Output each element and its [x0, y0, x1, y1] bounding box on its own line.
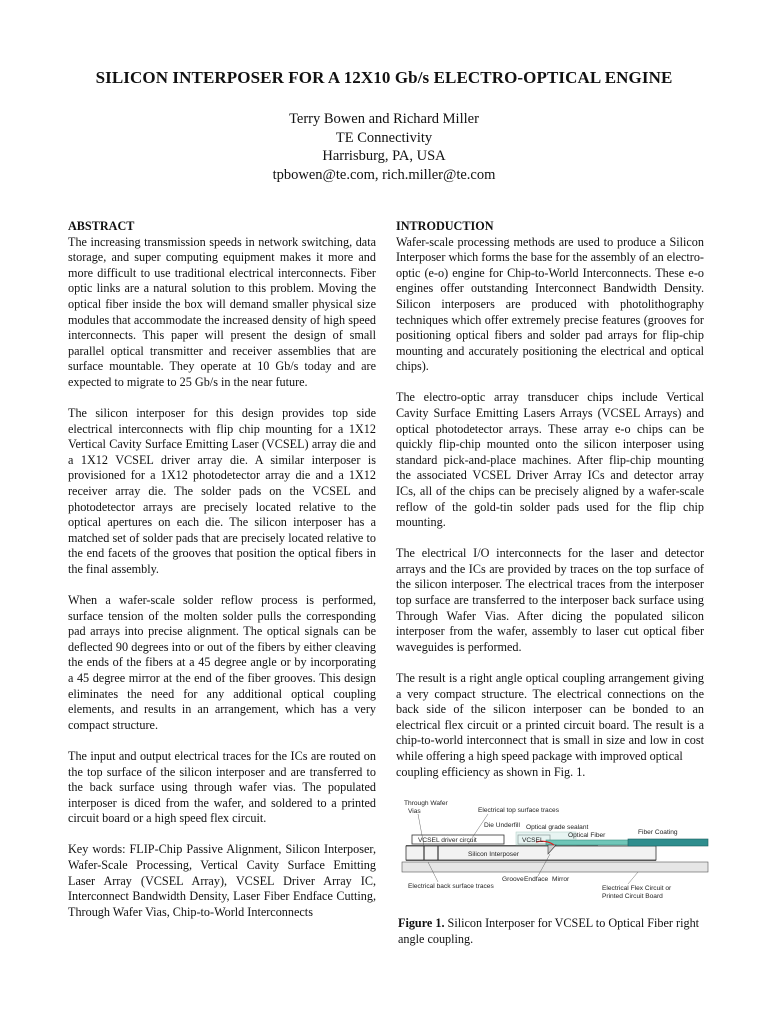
- left-column: [68, 219, 376, 936]
- label-driver-circuit: VCSEL driver circuit: [418, 837, 477, 844]
- abstract-heading: ABSTRACT: [68, 219, 135, 233]
- keywords-paragraph: Key words: FLIP-Chip Passive Alignment, Silicon Interposer, Wafer-Scale Processing, Vertical Cavity Surface Emitting Laser Array (VCSEL Array), VCSEL Driver Array IC, Interconnect Bandwidth Density, Laser Fiber Endface Cutting, Through Wafer Vias, Chip-to-World Interconnects: [68, 842, 376, 919]
- label-groove: Groove: [502, 876, 524, 883]
- intro-paragraph: The electrical I/O interconnects for the laser and detector arrays and the ICs are provided by traces on the top surface of the silicon interposer. The electrical traces from the interposer top surface are transferred to the interposer back surface using Through Wafer Vias. After dicing the populated silicon interposer from the wafer, assembly to laser cut optical fiber waveguides is performed.: [396, 546, 704, 654]
- label-top-traces: Electrical top surface traces: [478, 807, 559, 814]
- author-location: Harrisburg, PA, USA: [322, 148, 446, 164]
- caption-text: Silicon Interposer for VCSEL to Optical Fiber right angle coupling.: [398, 916, 700, 946]
- label-flex-1: Electrical Flex Circuit or: [602, 885, 672, 892]
- label-optical-fiber: Optical Fiber: [568, 832, 606, 839]
- abstract-paragraph: When a wafer-scale solder reflow process is performed, surface tension of the molten solder pulls the corresponding pad arrays into precise alignment. The optical signals can be deflected 90 degrees into or out of the fibers by either cleaving the ends of the fibers at a 45 degree angle or by incorporating a 45 degree mirror at the end of the fiber grooves. This design eliminates the need for any additional optical coupling elements, and results in an arrangement, which has a very compact structure.: [68, 593, 376, 732]
- intro-paragraph: The electro-optic array transducer chips include Vertical Cavity Surface Emitting Lasers Arrays (VCSEL Arrays) and optical photodetector arrays. These array e-o chips can be quickly flip-chip mounted onto the silicon interposer using standard pick-and-place machines. After flip-chip mounting the associated VCSEL Driver Array ICs and detector array ICs, all of the chips can be precisely aligned by a wafer-scale reflow of the gold-tin solder pads used for the flip chip mounting.: [396, 390, 704, 530]
- introduction-heading: INTRODUCTION: [396, 219, 494, 233]
- paper-title: SILICON INTERPOSER FOR A 12X10 Gb/s ELECTRO-OPTICAL ENGINE: [95, 68, 673, 87]
- right-column: [396, 219, 704, 780]
- flex-circuit-board: [402, 862, 708, 872]
- label-fiber-coating: Fiber Coating: [638, 829, 678, 836]
- abstract-paragraph: The increasing transmission speeds in network switching, data storage, and super computing equipment makes it more and more difficult to use traditional electrical interconnects. Fiber optic links are a natural solution to this problem. Moving the optical fiber inside the box will demand smaller physical size modules that accommodate the increased density of high speed interconnects. This paper will present the design of small parallel optical transmitter and receiver assemblies that are surface mountable. They operate at 10 Gb/s today and are expected to migrate to 25 Gb/s in the near future.: [68, 234, 376, 389]
- label-endface: Endface: [524, 876, 549, 883]
- silicon-interposer-body: [406, 846, 656, 860]
- author-affiliation: TE Connectivity: [335, 129, 433, 146]
- leader-line: [628, 872, 638, 884]
- abstract-paragraph: The silicon interposer for this design provides top side electrical interconnects with flip chip mounting for a 1X12 Vertical Cavity Surface Emitting Laser (VCSEL) array die and a 1X12 VCSEL driver array die. A similar interposer is provisioned for a 1X12 photodetector array die and a 1X12 receiver array die. The solder pads on the VCSEL and photodetector arrays are precisely located relative to the optical apertures on each die. The silicon interposer has a matched set of solder pads that are precisely located relative to the end facets of the grooves that position the optical fibers in the final assembly.: [68, 406, 376, 576]
- intro-paragraph: coupling efficiency as shown in Fig. 1.: [396, 764, 586, 779]
- figure-1-caption: [398, 916, 708, 947]
- author-names: Terry Bowen and Richard Miller: [289, 111, 479, 127]
- label-back-traces: Electrical back surface traces: [408, 883, 494, 890]
- label-interposer: Silicon Interposer: [468, 851, 519, 858]
- label-mirror: Mirror: [552, 876, 570, 883]
- label-die-underfill: Die Underfill: [484, 822, 520, 829]
- intro-paragraph: Wafer-scale processing methods are used to produce a Silicon Interposer which forms the base for the assembly of an electro-optic (e-o) engine for Chip-to-World Interconnects. These e-o engines offer outstanding Interconnect Bandwidth Density. Silicon interposers are produced with photolithography techniques which offer extremely precise features (grooves for positioning optical fibers and solder pad arrays for flip-chip mounting and accurately positioning the electrical and optical chips).: [396, 234, 704, 374]
- label-flex-2: Printed Circuit Board: [602, 893, 663, 900]
- abstract-paragraph: The input and output electrical traces for the ICs are routed on the top surface of the silicon interposer and are transferred to the back surface using through wafer vias. The populated interposer is diced from the wafer, and soldered to a printed circuit board or a high speed flex circuit.: [68, 748, 376, 826]
- label-through-wafer: Through Wafer: [404, 800, 448, 807]
- interposer-diagram: [398, 796, 710, 914]
- author-block: [0, 110, 768, 184]
- intro-paragraph: The result is a right angle optical coupling arrangement giving a very compact structure. The electrical connections on the back side of the silicon interposer can be bonded to an electrical flex circuit or a printed circuit board. The result is a chip-to-world interconnect that is small in size and low in cost while offering a high speed package with improved optical: [396, 670, 704, 763]
- label-sealant: Optical grade sealant: [526, 824, 589, 831]
- fiber-coating: [628, 839, 708, 846]
- figure-1-diagram: [398, 796, 710, 914]
- label-vias: Vias: [408, 808, 421, 815]
- label-vcsel: VCSEL: [522, 837, 544, 844]
- author-emails: tpbowen@te.com, rich.miller@te.com: [272, 166, 496, 183]
- caption-label: Figure 1.: [398, 916, 445, 930]
